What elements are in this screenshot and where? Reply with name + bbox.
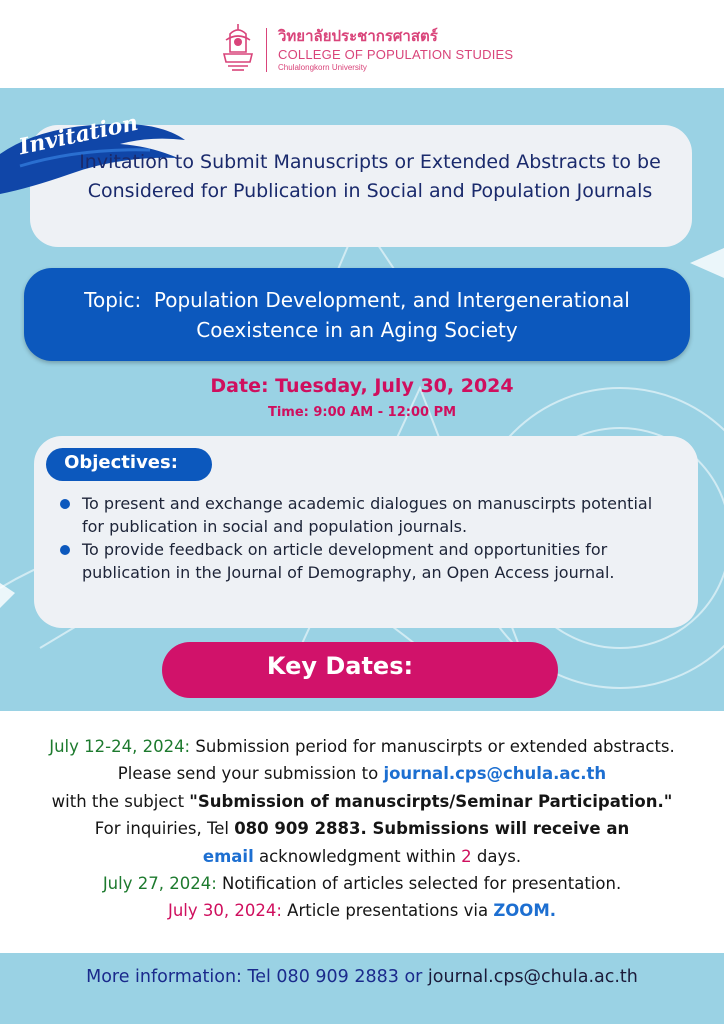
submission-date: July 12-24, 2024: (49, 737, 191, 756)
topic-text (24, 285, 690, 345)
college-thai-name: วิทยาลัยประชากรศาสตร์ (278, 27, 438, 45)
chula-logo-icon (220, 22, 256, 72)
inquiries-tel: 080 909 2883. Submissions will receive an (234, 819, 630, 839)
topic-prefix: Topic: (84, 288, 142, 312)
invitation-badge: Invitation (16, 109, 141, 161)
email-word: email (202, 846, 254, 866)
objectives-list (58, 492, 678, 584)
days-count: 2 (461, 846, 472, 866)
more-info-label: More information: Tel 080 909 2883 or (86, 967, 423, 987)
college-english-name: COLLEGE OF POPULATION STUDIES (278, 47, 514, 62)
objectives-label: Objectives: (64, 452, 178, 473)
submission-email-link[interactable]: journal.cps@chula.ac.th (383, 764, 607, 784)
more-info-email-link[interactable]: journal.cps@chula.ac.th (422, 967, 638, 987)
notification-text: Notification of articles selected for presentation. (216, 874, 622, 894)
notification-date: July 27, 2024: (102, 874, 217, 894)
topic-title: Population Development, and Intergenerational Coexistence in an Aging Society (153, 288, 630, 342)
university-name: Chulalongkorn University (278, 63, 367, 72)
submission-text: Submission period for manuscirpts or extended abstracts. Please send your submission to (117, 737, 675, 784)
zoom-label: ZOOM. (493, 901, 557, 921)
header (0, 0, 724, 88)
footer (0, 953, 724, 1024)
key-dates-label: Key Dates: (266, 652, 414, 680)
days-text: days. (471, 846, 522, 866)
acknowledgment-text: acknowledgment within (253, 846, 462, 866)
hero-section (0, 88, 724, 711)
bullet-icon (60, 545, 70, 555)
objective-text: To present and exchange academic dialogues on manuscirpts potential for publication in social and population journals. (82, 494, 653, 536)
subject-line: "Submission of manuscirpts/Seminar Participation." (189, 791, 673, 811)
event-time: Time: 9:00 AM - 12:00 PM (267, 405, 457, 420)
event-date: Date: Tuesday, July 30, 2024 (210, 375, 514, 397)
list-item (58, 492, 678, 538)
presentation-date: July 30, 2024: (167, 901, 282, 921)
objective-text: To provide feedback on article development and opportunities for publication in the Journal of Demography, an Open Access journal. (82, 540, 615, 582)
more-info (0, 967, 724, 987)
subject-intro: with the subject (51, 791, 190, 811)
inquiries-text: For inquiries, Tel (94, 819, 235, 839)
presentation-text: Article presentations via (281, 901, 494, 921)
list-item (58, 538, 678, 584)
invitation-text: Invitation to Submit Manuscripts or Extended Abstracts to be Considered for Publication in Social and Population Journals (79, 151, 661, 202)
bullet-icon (60, 499, 70, 509)
logo-divider (266, 28, 267, 72)
key-dates-content (20, 733, 704, 925)
footer-decoration (0, 953, 724, 1024)
